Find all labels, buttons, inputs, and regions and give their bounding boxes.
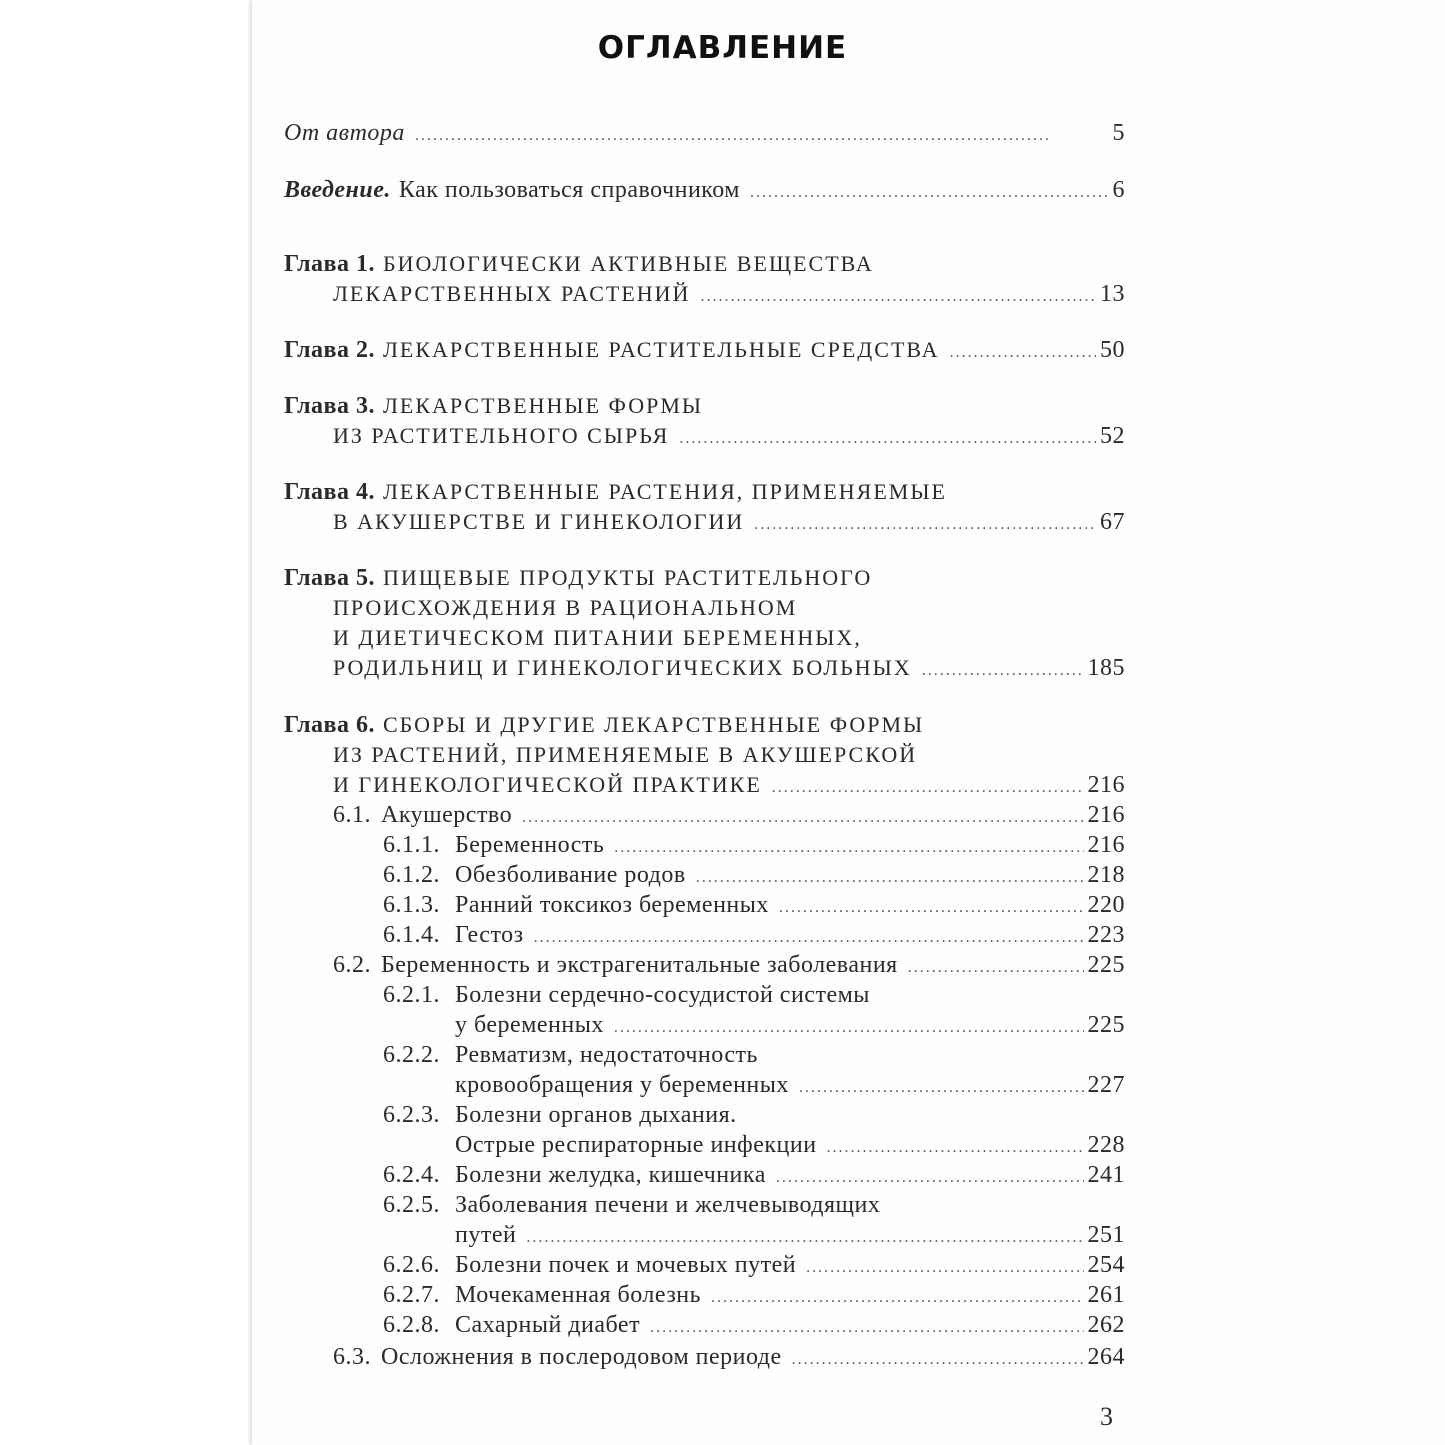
chapter-title: ЛЕКАРСТВЕННЫХ РАСТЕНИЙ: [333, 281, 691, 306]
toc-chapter-1-line-2[interactable]: [0, 279, 1445, 312]
section-title: у беременных: [455, 1012, 604, 1038]
toc-page-number: 225: [1087, 952, 1125, 978]
toc-leader: [526, 1223, 1083, 1253]
chapter-title: ЛЕКАРСТВЕННЫЕ РАСТИТЕЛЬНЫЕ СРЕДСТВА: [383, 337, 940, 362]
section-title: Беременность и экстрагенитальные заболевания: [381, 952, 898, 978]
toc-leader: [779, 893, 1084, 923]
toc-section-6-1-1[interactable]: [0, 830, 1445, 863]
section-title: Заболевания печени и желчевыводящих: [455, 1192, 881, 1218]
section-title: путей: [455, 1222, 517, 1248]
toc-page-number: 225: [1087, 1012, 1125, 1038]
section-number: 6.2.8.: [383, 1312, 440, 1338]
toc-chapter-5-line-4[interactable]: [0, 653, 1445, 686]
toc-leader: [614, 1013, 1084, 1043]
toc-section-6-2-1-line-2[interactable]: [0, 1010, 1445, 1043]
toc-leader: [792, 1345, 1084, 1375]
toc-leader: [696, 863, 1084, 893]
toc-chapter-6-line-3[interactable]: [0, 770, 1445, 803]
page-title: ОГЛАВЛЕНИЕ: [597, 30, 848, 66]
toc-section-6-2-3-line-1[interactable]: [0, 1100, 1445, 1130]
section-number: 6.2.3.: [383, 1102, 440, 1128]
chapter-title: В АКУШЕРСТВЕ И ГИНЕКОЛОГИИ: [333, 509, 745, 534]
section-number: 6.1.3.: [383, 892, 440, 918]
toc-page-number: 261: [1087, 1282, 1125, 1308]
toc-page-number: 5: [1112, 120, 1125, 146]
chapter-title: РОДИЛЬНИЦ И ГИНЕКОЛОГИЧЕСКИХ БОЛЬНЫХ: [333, 655, 912, 680]
toc-section-6-2-2-line-1[interactable]: [0, 1040, 1445, 1070]
toc-section-6-2[interactable]: [0, 950, 1445, 983]
toc-page-number: 52: [1100, 423, 1125, 449]
chapter-title: ПРОИСХОЖДЕНИЯ В РАЦИОНАЛЬНОМ: [333, 595, 798, 620]
section-number: 6.3.: [333, 1344, 371, 1370]
toc-leader: [534, 923, 1084, 953]
toc-section-6-1-4[interactable]: [0, 920, 1445, 953]
section-number: 6.2.7.: [383, 1282, 440, 1308]
section-number: 6.1.2.: [383, 862, 440, 888]
toc-page-number: 262: [1087, 1312, 1125, 1338]
toc-section-6-2-6[interactable]: [0, 1250, 1445, 1283]
toc-leader: [415, 121, 1109, 151]
section-number: 6.2.1.: [383, 982, 440, 1008]
toc-section-6-3[interactable]: [0, 1342, 1445, 1375]
toc-leader: [711, 1283, 1083, 1313]
toc-page-number: 216: [1087, 832, 1125, 858]
section-title: Болезни органов дыхания.: [455, 1102, 737, 1128]
toc-page-number: 50: [1100, 337, 1125, 363]
section-number: 6.2.5.: [383, 1192, 440, 1218]
section-number: 6.2.4.: [383, 1162, 440, 1188]
chapter-prefix: Глава 1.: [284, 251, 375, 277]
toc-section-6-2-7[interactable]: [0, 1280, 1445, 1313]
toc-section-6-1-3[interactable]: [0, 890, 1445, 923]
toc-chapter-6-line-1[interactable]: [0, 710, 1445, 740]
chapter-title: ЛЕКАРСТВЕННЫЕ РАСТЕНИЯ, ПРИМЕНЯЕМЫЕ: [383, 479, 947, 504]
section-title: Акушерство: [381, 802, 513, 828]
toc-page-number: 218: [1087, 862, 1125, 888]
toc-page-number: 264: [1087, 1344, 1125, 1370]
section-number: 6.1.: [333, 802, 371, 828]
toc-page-number: 220: [1087, 892, 1125, 918]
toc-page-number: 216: [1087, 772, 1125, 798]
toc-entry-label: Как пользоваться справочником: [398, 177, 740, 203]
section-title: Осложнения в послеродовом периоде: [381, 1344, 782, 1370]
toc-page-number: 13: [1100, 281, 1125, 307]
toc-leader: [700, 282, 1096, 312]
toc-page-number: 227: [1087, 1072, 1125, 1098]
toc-chapter-3-line-1[interactable]: [0, 391, 1445, 421]
chapter-title: ПИЩЕВЫЕ ПРОДУКТЫ РАСТИТЕЛЬНОГО: [383, 565, 873, 590]
section-number: 6.2.: [333, 952, 371, 978]
chapter-title: ЛЕКАРСТВЕННЫЕ ФОРМЫ: [383, 393, 704, 418]
toc-leader: [522, 803, 1083, 833]
toc-section-6-2-8[interactable]: [0, 1310, 1445, 1343]
toc-section-6-2-1-line-1[interactable]: [0, 980, 1445, 1010]
chapter-title: ИЗ РАСТЕНИЙ, ПРИМЕНЯЕМЫЕ В АКУШЕРСКОЙ: [333, 742, 918, 767]
section-title: Обезболивание родов: [455, 862, 686, 888]
toc-leader: [827, 1133, 1084, 1163]
toc-chapter-5-line-3: [0, 623, 1445, 653]
section-number: 6.1.1.: [383, 832, 440, 858]
toc-page-number: 254: [1087, 1252, 1125, 1278]
toc-section-6-2-5-line-2[interactable]: [0, 1220, 1445, 1253]
chapter-prefix: Глава 5.: [284, 565, 375, 591]
toc-chapter-4-line-1[interactable]: [0, 477, 1445, 507]
section-title: Болезни желудка, кишечника: [455, 1162, 766, 1188]
toc-chapter-5-line-1[interactable]: [0, 563, 1445, 593]
toc-leader: [614, 833, 1083, 863]
toc-page-number: 185: [1087, 655, 1125, 681]
toc-leader: [650, 1313, 1083, 1343]
toc-chapter-5-line-2: [0, 593, 1445, 623]
toc-entry-prefix: Введение.: [284, 177, 391, 203]
section-title: Болезни сердечно-сосудистой системы: [455, 982, 870, 1008]
toc-leader: [922, 656, 1084, 686]
toc-page-number: 228: [1087, 1132, 1125, 1158]
section-title: Сахарный диабет: [455, 1312, 641, 1338]
section-title: кровообращения у беременных: [455, 1072, 789, 1098]
section-title: Острые респираторные инфекции: [455, 1132, 817, 1158]
section-title: Ранний токсикоз беременных: [455, 892, 769, 918]
section-number: 6.2.2.: [383, 1042, 440, 1068]
toc-section-6-1-2[interactable]: [0, 860, 1445, 893]
toc-page-number: 6: [1112, 177, 1125, 203]
toc-chapter-6-line-2: [0, 740, 1445, 770]
toc-leader: [950, 338, 1096, 368]
toc-section-6-2-5-line-1[interactable]: [0, 1190, 1445, 1220]
toc-section-6-1[interactable]: [0, 800, 1445, 833]
chapter-prefix: Глава 4.: [284, 479, 375, 505]
chapter-title: БИОЛОГИЧЕСКИ АКТИВНЫЕ ВЕЩЕСТВА: [383, 251, 874, 276]
toc-entry-label: От автора: [284, 120, 405, 146]
section-title: Гестоз: [455, 922, 524, 948]
page-number: 3: [1100, 1402, 1113, 1431]
toc-chapter-4-line-2[interactable]: [0, 507, 1445, 540]
section-number: 6.1.4.: [383, 922, 440, 948]
toc-leader: [772, 773, 1084, 803]
section-title: Ревматизм, недостаточность: [455, 1042, 758, 1068]
toc-leader: [908, 953, 1084, 983]
toc-section-6-2-4[interactable]: [0, 1160, 1445, 1193]
toc-page-number: 241: [1087, 1162, 1125, 1188]
toc-page-number: 67: [1100, 509, 1125, 535]
toc-chapter-2[interactable]: [0, 335, 1445, 368]
toc-leader: [754, 510, 1096, 540]
chapter-prefix: Глава 2.: [284, 337, 375, 363]
section-title: Мочекаменная болезнь: [455, 1282, 702, 1308]
chapter-title: И ДИЕТИЧЕСКОМ ПИТАНИИ БЕРЕМЕННЫХ,: [333, 625, 862, 650]
section-title: Болезни почек и мочевых путей: [455, 1252, 797, 1278]
toc-leader: [799, 1073, 1084, 1103]
toc-page-number: 216: [1087, 802, 1125, 828]
chapter-prefix: Глава 6.: [284, 712, 375, 738]
toc-leader: [806, 1253, 1083, 1283]
chapter-title: И ГИНЕКОЛОГИЧЕСКОЙ ПРАКТИКЕ: [333, 772, 762, 797]
toc-leader: [679, 424, 1096, 454]
chapter-title: СБОРЫ И ДРУГИЕ ЛЕКАРСТВЕННЫЕ ФОРМЫ: [383, 712, 925, 737]
toc-chapter-3-line-2[interactable]: [0, 421, 1445, 454]
chapter-prefix: Глава 3.: [284, 393, 375, 419]
toc-entry-from-author[interactable]: [0, 118, 1445, 151]
toc-leader: [776, 1163, 1084, 1193]
toc-chapter-1-line-1[interactable]: [0, 249, 1445, 279]
toc-entry-introduction[interactable]: [0, 175, 1445, 208]
section-title: Беременность: [455, 832, 605, 858]
toc-page-number: 223: [1087, 922, 1125, 948]
toc-section-6-2-3-line-2[interactable]: [0, 1130, 1445, 1163]
toc-leader: [750, 178, 1109, 208]
toc-page-number: 251: [1087, 1222, 1125, 1248]
toc-section-6-2-2-line-2[interactable]: [0, 1070, 1445, 1103]
section-number: 6.2.6.: [383, 1252, 440, 1278]
chapter-title: ИЗ РАСТИТЕЛЬНОГО СЫРЬЯ: [333, 423, 670, 448]
